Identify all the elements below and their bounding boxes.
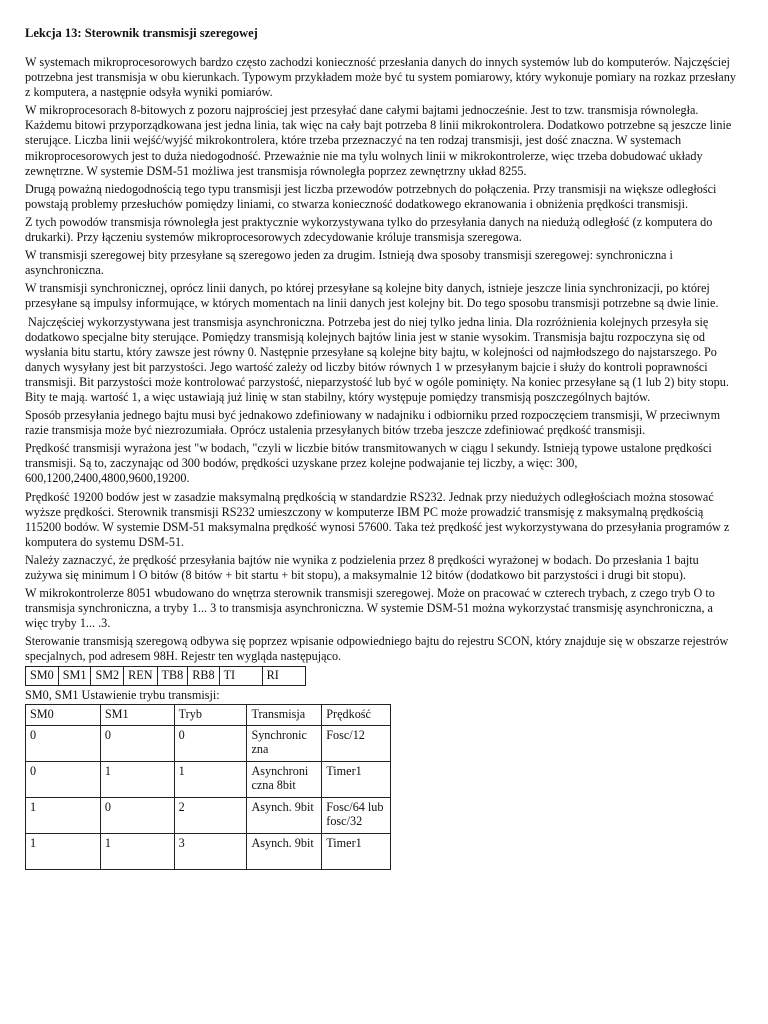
scon-bit-cell: SM0 [26,666,59,685]
scon-register-row [26,666,306,685]
paragraph-8: Sposób przesyłania jednego bajtu musi być jednakowo zdefiniowany w nadajniku i odbiorniku przed rozpoczęciem transmisji, W przeciwnym razie transmisja może być niezrozumiała. Oprócz ustalenia przesyłanych bitów trzeba jeszcze zdefiniować prędkość transmisji. [25,408,721,438]
paragraph-10: Prędkość 19200 bodów jest w zasadzie maksymalną prędkością w standardzie RS232. Jednak przy niedużych odległościach można stosować wyższe prędkości. Sterownik transmisji RS232 umieszczony w komputerze IBM PC może prowadzić transmisję z maksymalną prędkością 115200 bodów. W systemie DSM-51 maksymalna prędkość wynosi 57600. Taka też prędkość jest wykorzystywana do przesyłania programów z komputera do systemu DSM-51. [25,489,730,549]
table-cell: 1 [26,833,101,869]
paragraph-5: W transmisji szeregowej bity przesyłane są szeregowo jeden za drugim. Istnieją dwa sposoby transmisji szeregowej: synchroniczna i asynchroniczna. [25,248,673,278]
scon-bit-cell: RI [262,666,305,685]
table-cell: 1 [100,833,174,869]
table-cell: 0 [26,725,101,761]
table-cell: 0 [26,761,101,797]
table-cell: 3 [174,833,247,869]
table-cell: 1 [174,761,247,797]
scon-bit-cell: TB8 [157,666,188,685]
table-row [26,761,391,797]
table-cell: Synchronic zna [247,725,322,761]
header-cell: Transmisja [247,704,322,725]
table-cell: 1 [100,761,174,797]
lesson-title: Lekcja 13: Sterownik transmisji szeregowej [25,26,258,40]
table-cell: Asynch. 9bit [247,797,322,833]
scon-bit-cell: SM1 [58,666,91,685]
table-cell: 0 [100,725,174,761]
paragraph-11: Należy zaznaczyć, że prędkość przesyłania bajtów nie wynika z podzielenia przez 8 prędkości wyrażonej w bodach. Do przesłania 1 bajtu zużywa się minimum l O bitów (8 bitów + bit startu + bit stopu), a maksymalnie 12 bitów (dodatkowo bit parzystości i drugi bit stopu). [25,552,699,582]
table-row [26,725,391,761]
paragraph-1: W systemach mikroprocesorowych bardzo często zachodzi konieczność przesłania danych do innych systemów lub do komputerów. Najczęściej potrzebna jest transmisja w obu kierunkach. Typowym przykładem może być tu system pomiarowy, który wykonuje pomiary na rozkaz przesłany z komputera, a następnie odsyła wyniki pomiarów. [25,55,736,100]
table-cell: 2 [174,797,247,833]
header-cell: Prędkość [322,704,391,725]
table-cell: Timer1 [322,833,391,869]
table-row [26,833,391,869]
header-cell: SM1 [100,704,174,725]
table-cell: Fosc/12 [322,725,391,761]
paragraph-2: W mikroprocesorach 8-bitowych z pozoru najprościej jest przesyłać dane całymi bajtami jednocześnie. Jest to tzw. transmisja równoległa. Każdemu bitowi przyporządkowana jest jedna linia, tak więc na cały bajt potrzeba 8 linii mikrokontrolera. Dodatkowo potrzebne są jeszcze linie sterujące. Liczba linii wejść/wyjść mikrokontrolera, które trzeba przeznaczyć na ten rodzaj transmisji, jest dość znaczna. W systemach mikroprocesorowych jest to duża niedogodność. Przeważnie nie ma tylu wolnych linii w mikrokontrolerze, więc trzeba dobudować układy zewnętrzne. W systemie DSM-51 możliwa jest transmisja równoległa poprzez zewnętrzny układ 8255. [25,103,732,178]
table-cell: Fosc/64 lub fosc/32 [322,797,391,833]
paragraph-9: Prędkość transmisji wyrażona jest "w bodach, "czyli w liczbie bitów transmitowanych w ciągu l sekundy. Istnieją typowe ustalone prędkości transmisji. Są to, zaczynając od 300 bodów, prędkości uzyskane przez kolejne podwajanie tej liczby, a więc: 300, 600,1200,2400,4800,9600,19200. [25,441,712,486]
scon-bit-cell: RB8 [188,666,219,685]
paragraph-12: W mikrokontrolerze 8051 wbudowano do wnętrza sterownik transmisji szeregowej. Może on pracować w czterech trybach, z czego tryb O to transmisja synchroniczna, a tryby 1... 3 to transmisja asynchroniczna. W systemie DSM-51 można wykorzystać transmisję asynchroniczna, a więc tryby 1... .3. [25,586,715,631]
scon-bit-cell: TI [219,666,262,685]
table-cell: 1 [26,797,101,833]
scon-bit-cell: REN [124,666,157,685]
paragraph-7: Najczęściej wykorzystywana jest transmisja asynchroniczna. Potrzeba jest do niej tylko jedna linia. Dla rozróżnienia kolejnych przesyła się dodatkowo specjalne bity sterujące. Pomiędzy transmisją kolejnych bajtów linia jest w stanie wysokim. Transmisja bajtu rozpoczyna się od wysłania bitu startu, który zawsze jest równy 0. Następnie przesyłane są kolejne bity bajtu, w kolejności od najmłodszego do najstarszego. Po danych wysyłany jest bit parzystości. Jego wartość zależy od liczby bitów równych 1 w przesyłanym bajcie i służy do kontroli poprawności transmisji. Bit parzystości może kontrolować parzystość, nieparzystość lub być w ogóle pominięty. Na koniec przesyłane są (1 lub 2) bity stopu. Bity te mają. wartość 1, a więc ustawiają już linię w stan stabilny, który występuje pomiędzy transmisją poszczególnych bajtów. [25,314,732,404]
scon-register-table [25,666,306,686]
scon-bit-cell: SM2 [91,666,124,685]
mode-table-caption: SM0, SM1 Ustawienie trybu transmisji: [25,687,220,702]
table-cell: Asynch. 9bit [247,833,322,869]
paragraph-3: Drugą poważną niedogodnością tego typu transmisji jest liczba przewodów potrzebnych do połączenia. Przy transmisji na większe odległości powstają problemy przesłuchów pomiędzy liniami, co stwarza konieczność dodatkowego ekranowania i obniżenia prędkości transmisji. [25,181,717,211]
table-cell: Timer1 [322,761,391,797]
header-cell: SM0 [26,704,101,725]
table-cell: Asynchroni czna 8bit [247,761,322,797]
table-row [26,797,391,833]
table-header-row [26,704,391,725]
table-cell: 0 [174,725,247,761]
header-cell: Tryb [174,704,247,725]
table-cell: 0 [100,797,174,833]
paragraph-6: W transmisji synchronicznej, oprócz linii danych, po której przesyłane są kolejne bity danych, istnieje jeszcze linia synchronizacji, po której przesyłane są impulsy informujące, w których momentach na linii danych jest kolejny bit. Do tego sposobu transmisji potrzebne są dwie linie. [25,281,719,311]
mode-table [25,704,391,870]
paragraph-4: Z tych powodów transmisja równoległa jest praktycznie wykorzystywana tylko do przesyłania danych na niedużą odległość (z komputera do drukarki). Przy łączeniu systemów mikroprocesorowych zdecydowanie króluje transmisja szeregowa. [25,214,713,245]
paragraph-13: Sterowanie transmisją szeregową odbywa się poprzez wpisanie odpowiedniego bajtu do rejestru SCON, który znajduje się w obszarze rejestrów specjalnych, pod adresem 98H. Rejestr ten wygląda następująco. [25,634,729,664]
